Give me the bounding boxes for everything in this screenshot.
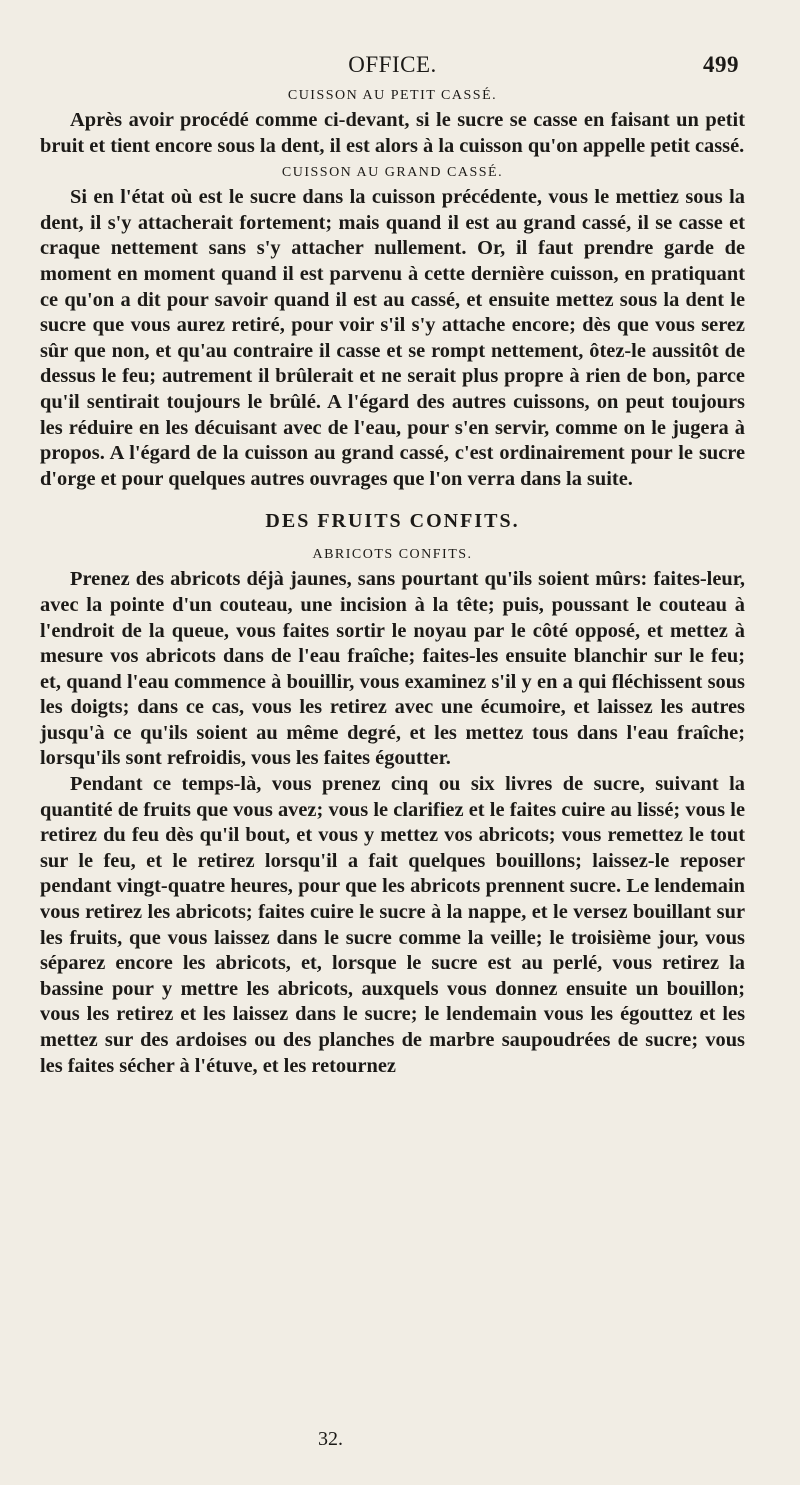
- paragraph-petit-casse: Après avoir procédé comme ci-devant, si le sucre se casse en faisant un petit bruit et tient encore sous la dent, il est alors à la cuisson qu'on appelle petit cassé.: [40, 109, 745, 157]
- paragraph-grand-casse: Si en l'état où est le sucre dans la cuisson précédente, vous le mettiez sous la dent, il s'y attacherait fortement; mais quand il est au grand cassé, il se casse et craque nettement sans s'y attacher nullement. Or, il faut prendre garde de moment en moment quand il est parvenu à cette dernière cuisson, en pratiquant ce qu'on a dit pour savoir quand il est au cassé, et ensuite mettez sous la dent le sucre que vous aurez retiré, pour voir s'il s'y attache encore; dès que vous serez sûr que non, et qu'au contraire il casse et se rompt nettement, ôtez-le aussitôt de dessus le feu; autrement il brûlerait et ne serait plus propre à rien de bon, parce qu'il sentirait toujours le brûlé. A l'égard des autres cuissons, on peut toujours les réduire en les décuisant avec de l'eau, pour s'en servir, comme on le jugera à propos. A l'égard de la cuisson au grand cassé, c'est ordinairement pour le sucre d'orge et pour quelques autres ouvrages que l'on verra dans la suite.: [40, 186, 745, 490]
- recipe-paragraph-2: Pendant ce temps-là, vous prenez cinq ou six livres de sucre, suivant la quantité de fruits que vous avez; vous le clarifiez et le faites cuire au lissé; vous le retirez du feu dès qu'il bout, et vous y mettez vos abricots; vous remettez le tout sur le feu, et le retirez lorsqu'il a fait quelques bouillons; laissez-le reposer pendant vingt-quatre heures, pour que les abricots prennent sucre. Le lendemain vous retirez les abricots; faites cuire le sucre à la nappe, et le versez bouillant sur les fruits, que vous laissez dans le sucre comme la veille; le troisième jour, vous séparez encore les abricots, et, lorsque le sucre est au perlé, vous retirez la bassine pour y mettre les abricots, auxquels vous donnez ensuite un bouillon; vous les retirez et les laissez dans le sucre; le lendemain vous les égouttez et les mettez sur des ardoises ou des planches de marbre saupoudrées de sucre; vous les faites sécher à l'étuve, et les retournez: [40, 773, 745, 1077]
- recipe-paragraph-1: Prenez des abricots déjà jaunes, sans pourtant qu'ils soient mûrs: faites-leur, avec la pointe d'un couteau, une incision à la tête; puis, poussant le couteau à l'endroit de la queue, vous faites sortir le noyau par le côté opposé, et mettez à mesure vos abricots dans de l'eau fraîche; faites-les ensuite blanchir sur le feu; et, quand l'eau commence à bouillir, vous examinez s'il y en a qui fléchissent sous les doigts; dans ce cas, vous les retirez avec une écumoire, et laissez les autres jusqu'à ce qu'ils soient au même degré, et les mettez tous dans l'eau fraîche; lorsqu'ils sont refroidis, vous les faites égoutter.: [40, 568, 745, 770]
- section-heading-grand-casse: CUISSON AU GRAND CASSÉ.: [281, 165, 504, 181]
- section-heading-petit-casse: CUISSON AU PETIT CASSÉ.: [287, 88, 498, 103]
- chapter-heading: DES FRUITS CONFITS.: [265, 510, 520, 533]
- book-page: [40, 50, 745, 1460]
- recipe-heading: ABRICOTS CONFITS.: [312, 547, 473, 563]
- running-head: [40, 50, 745, 82]
- signature-mark: 32.: [318, 1428, 343, 1450]
- running-title: OFFICE.: [348, 52, 437, 77]
- page-number: 499: [703, 52, 739, 77]
